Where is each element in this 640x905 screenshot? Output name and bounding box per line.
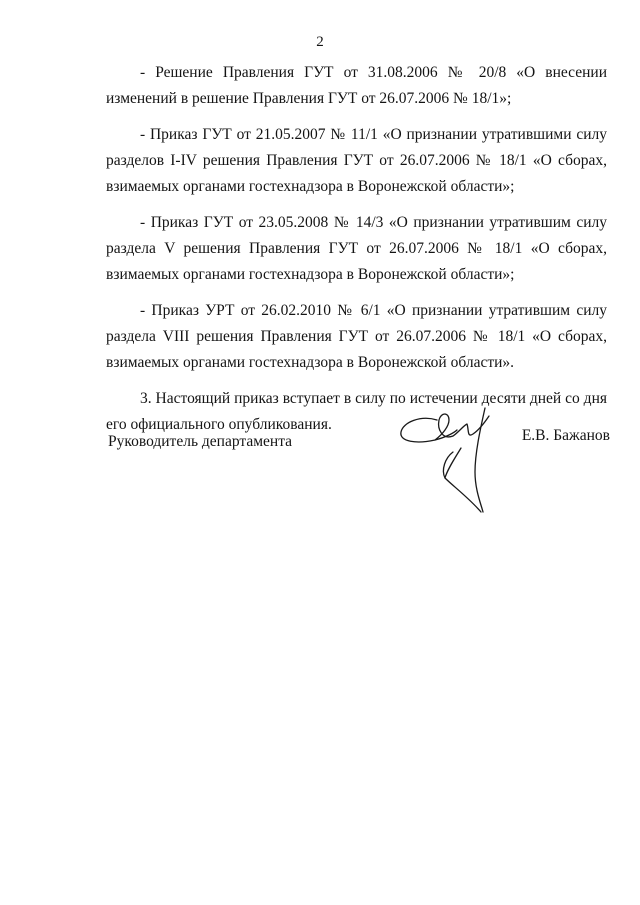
effective-date-clause: 3. Настоящий приказ вступает в силу по истечении десяти дней со дня его официального опубликования.	[106, 390, 607, 433]
handwritten-signature	[397, 400, 502, 518]
list-item-order-2007: - Приказ ГУТ от 21.05.2007 № 11/1 «О признании утратившими силу разделов I-IV решения Правления ГУТ от 26.07.2006 № 18/1 «О сборах, взимаемых органами гостехнадзора в Воронежской области»;	[106, 126, 607, 195]
page-number: 2	[316, 34, 324, 50]
list-item-order-2010: - Приказ УРТ от 26.02.2010 № 6/1 «О признании утратившим силу раздела VIII решения Правления ГУТ от 26.07.2006 № 18/1 «О сборах, взимаемых органами гостехнадзора в Воронежской области».	[106, 302, 607, 371]
document-body	[106, 60, 607, 438]
list-item-order-2008: - Приказ ГУТ от 23.05.2008 № 14/3 «О признании утратившим силу раздела V решения Правления ГУТ от 26.07.2006 № 18/1 «О сборах, взимаемых органами гостехнадзора в Воронежской области»;	[106, 214, 607, 283]
signature-block	[106, 426, 610, 456]
signatory-name: Е.В. Бажанов	[521, 427, 610, 444]
list-item-decision: - Решение Правления ГУТ от 31.08.2006 № 20/8 «О внесении изменений в решение Правления ГУТ от 26.07.2006 № 18/1»;	[106, 64, 607, 107]
signatory-position: Руководитель департамента	[108, 433, 293, 450]
